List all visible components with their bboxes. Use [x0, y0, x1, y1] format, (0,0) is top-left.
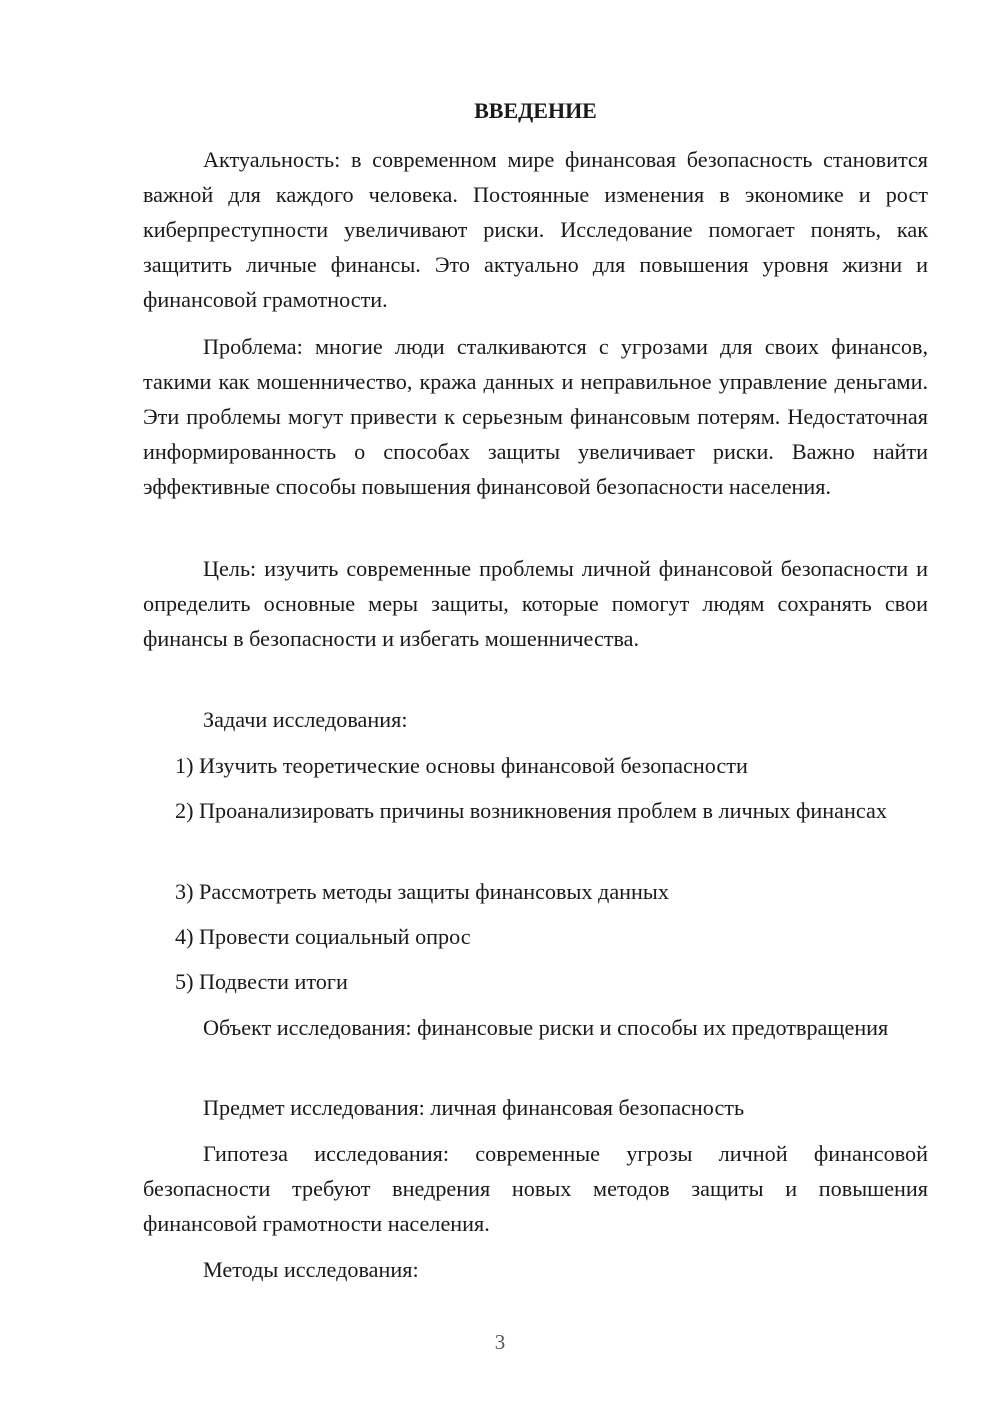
hypothesis-paragraph: Гипотеза исследования: современные угрозы личной финансовой безопасности требуют внедрения новых методов защиты и повышения финансовой грамотности населения. — [143, 1141, 928, 1236]
relevance-paragraph: Актуальность: в современном мире финансовая безопасность становится важной для каждого человека. Постоянные изменения в экономике и рост киберпреступности увеличивают риски. Исследование помогает понять, как защитить личные финансы. Это актуально для повышения уровня жизни и финансовой грамотности. — [143, 147, 928, 312]
task-item-5: 5) Подвести итоги — [175, 969, 348, 994]
task-item-2: 2) Проанализировать причины возникновения проблем в личных финансах — [175, 798, 887, 823]
task-item-1: 1) Изучить теоретические основы финансовой безопасности — [175, 753, 748, 778]
task-item-4: 4) Провести социальный опрос — [175, 924, 471, 949]
task-item-3: 3) Рассмотреть методы защиты финансовых данных — [175, 879, 669, 904]
research-subject-paragraph: Предмет исследования: личная финансовая безопасность — [203, 1095, 745, 1120]
page-number: 3 — [494, 1330, 506, 1354]
tasks-heading: Задачи исследования: — [203, 707, 408, 732]
page-title: ВВЕДЕНИЕ — [474, 98, 597, 123]
methods-heading: Методы исследования: — [203, 1257, 419, 1282]
problem-paragraph: Проблема: многие люди сталкиваются с угрозами для своих финансов, такими как мошенничество, кража данных и неправильное управление деньгами. Эти проблемы могут привести к серьезным финансовым потерям. Недостаточная информированность о способах защиты увеличивает риски. Важно найти эффективные способы повышения финансовой безопасности населения. — [143, 334, 928, 499]
goal-paragraph: Цель: изучить современные проблемы личной финансовой безопасности и определить основные меры защиты, которые помогут людям сохранять свои финансы в безопасности и избегать мошенничества. — [143, 556, 928, 651]
research-object-paragraph: Объект исследования: финансовые риски и способы их предотвращения — [203, 1015, 889, 1040]
